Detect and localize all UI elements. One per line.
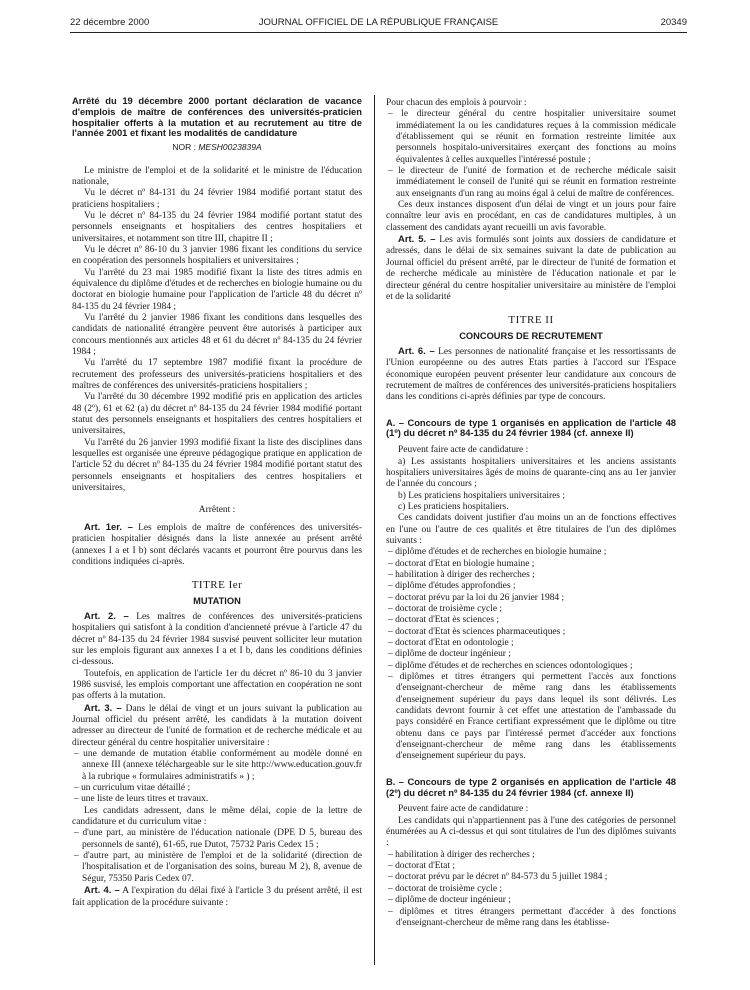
diploma-list-a xyxy=(386,547,676,763)
titre-2-subheading: CONCOURS DE RECRUTEMENT xyxy=(459,330,603,341)
article-2 xyxy=(72,611,362,669)
header-rule xyxy=(70,32,687,33)
header-page-number: 20349 xyxy=(660,17,687,28)
list-item: – doctorat prévu par le décret nº 84-573 du 5 juillet 1984 ; xyxy=(386,872,676,883)
list-item: – diplôme de docteur ingénieur ; xyxy=(386,895,676,906)
titre-1-heading: TITRE Ier xyxy=(191,579,243,592)
list-item: – doctorat d'Etat ès sciences ; xyxy=(386,615,676,626)
section-a-item: a) Les assistants hospitaliers universitaires et les anciens assistants hospitaliers universitaires âgés de moins de quarante-cinq ans au 1er janvier de l'année du concours ; xyxy=(386,456,676,490)
article-6-text: Les personnes de nationalité française et les ressortissants de l'Union européenne ou des autres Etats parties à l'accord sur l'Espace économique européen peuvent présenter leur candidature aux concours de recrutement de maîtres de conférences des universités-praticiens hospitaliers dans les conditions ci-après définies par type de concours. xyxy=(386,346,676,403)
procedure-intro: Pour chacun des emplois à pourvoir : xyxy=(386,98,527,108)
list-item: – doctorat prévu par la loi du 26 janvier 1984 ; xyxy=(386,593,676,604)
article-2-text: Les maîtres de conférences des universités-praticiens hospitaliers qui satisfont à la condition d'ancienneté prévue à l'article 47 du décret nº 84-135 du 24 février 1984 susvisé peuvent solliciter leur mutation sur les emplois figurant aux annexes I a et I b, dans les conditions définies ci-dessous. xyxy=(72,611,363,668)
intro-paragraph: Vu l'arrêté du 30 décembre 1992 modifié pris en application des articles 48 (2º), 61 et 62 (a) du décret nº 84-135 du 24 février 1984 modifié portant statut des personnels enseignants et hospitaliers des centres hospitaliers et universitaires, xyxy=(72,392,362,437)
list-item: – diplômes et titres étrangers permettant d'accéder à des fonctions d'enseignant-chercheur de même rang dans les établisse- xyxy=(386,907,676,930)
article-1 xyxy=(72,522,362,568)
decree-title: Arrêté du 19 décembre 2000 portant déclaration de vacance d'emplois de maître de conférences des universités-praticien hospitalier offerts à la mutation et au recrutement au titre de l'année 2001 et fixant les modalités de candidature xyxy=(72,95,362,139)
section-a-item: b) Les praticiens hospitaliers universitaires ; xyxy=(398,490,565,501)
section-a-heading: A. – Concours de type 1 organisés en application de l'article 48 (1º) du décret nº 84-135 du 24 février 1984 (cf. annexe II) xyxy=(386,416,676,439)
article-3-list xyxy=(72,749,362,806)
nor-code: MESH0023839A xyxy=(198,142,262,153)
list-item: – le directeur de l'unité de formation et de recherche médicale saisit immédiatement le conseil de l'unité qui se réunit en formation restreinte aux enseignants d'un rang au moins égal à celui de maître de conférences. xyxy=(386,166,676,200)
list-item: – d'autre part, au ministère de l'emploi et de la solidarité (direction de l'hospitalisation et de l'organisation des soins, bureau M 2), 8, avenue de Ségur, 75350 Paris Cedex 07. xyxy=(72,851,362,885)
list-item: – diplôme d'études approfondies ; xyxy=(386,581,676,592)
diploma-list-b xyxy=(386,850,676,929)
article-3-text: Dans le délai de vingt et un jours suivant la publication au Journal officiel du présent arrêté, les candidats à la mutation doivent adresser au directeur de l'unité de formation et de recherche médicale et au directeur général du centre hospitalier universitaire : xyxy=(72,703,362,748)
section-b-paragraph: Les candidats qui n'appartiennent pas à l'une des catégories de personnel énumérées au A ci-dessus et qui sont titulaires de l'un des diplômes suivants : xyxy=(386,815,676,849)
list-item: – un curriculum vitae détaillé ; xyxy=(72,783,362,794)
nor-reference xyxy=(72,142,362,153)
list-item: – diplôme de docteur ingénieur ; xyxy=(386,649,676,660)
article-2-paragraph: Toutefois, en application de l'article 1er du décret nº 86-10 du 3 janvier 1986 susvisé, les emplois comportant une affectation en coopération ne sont pas offerts à la mutation. xyxy=(72,668,362,702)
intro-paragraph: Vu l'arrêté du 23 mai 1985 modifié fixant la liste des titres admis en équivalence du diplôme d'études et de recherches en biologie humaine ou du doctorat en biologie humaine pour l'application de l'article 48 du décret nº 84-135 du 24 février 1984 ; xyxy=(72,267,362,312)
article-6-label: Art. 6. – xyxy=(398,345,435,357)
article-3-address-list xyxy=(72,828,362,885)
intro-paragraph: Vu l'arrêté du 26 janvier 1993 modifié fixant la liste des disciplines dans lesquelles est organisée une épreuve pédagogique pratique en application de l'article 52 du décret nº 84-135 du 24 février 1984 modifié portant statut des personnels enseignants et hospitaliers des centres hospitaliers et universitaires, xyxy=(72,437,362,494)
intro-paragraph: Vu l'arrêté du 2 janvier 1986 fixant les conditions dans lesquelles des candidats de nationalité étrangère peuvent être autorisés à participer aux concours mentionnés aux articles 48 et 61 du décret nº 84-135 du 24 février 1984 ; xyxy=(72,313,362,358)
list-item: – diplôme d'études et de recherches en biologie humaine ; xyxy=(386,547,676,558)
article-3 xyxy=(72,703,362,749)
article-2-label: Art. 2. – xyxy=(84,610,129,622)
titre-1-subheading: MUTATION xyxy=(193,595,241,606)
article-6 xyxy=(386,346,676,404)
intro-paragraph: Vu le décret nº 84-135 du 24 février 1984 modifié portant statut des personnels enseignants et hospitaliers des centres hospitaliers et universitaires, et notamment son titre III, chapitre II ; xyxy=(72,210,362,244)
list-item: – doctorat d'Etat ès sciences pharmaceutiques ; xyxy=(386,627,676,638)
list-item: – une demande de mutation établie conformément au modèle donné en annexe III (annexe téléchargeable sur le site http://www.education.gouv.fr à la rubrique « formulaires administratifs » ) ; xyxy=(72,749,362,783)
article-1-label: Art. 1er. – xyxy=(84,521,133,533)
article-5-label: Art. 5. – xyxy=(398,234,436,246)
list-item: – habilitation à diriger des recherches ; xyxy=(386,850,676,861)
header-journal: JOURNAL OFFICIEL DE LA RÉPUBLIQUE FRANÇAISE xyxy=(258,17,499,28)
list-item: – diplôme d'études et de recherches en sciences odontologiques ; xyxy=(386,661,676,672)
article-4 xyxy=(72,885,362,909)
procedure-list xyxy=(386,109,676,200)
left-column xyxy=(72,96,362,909)
section-b-heading: B. – Concours de type 2 organisés en application de l'article 48 (2º) du décret nº 84-135 du 24 février 1984 (cf. annexe II) xyxy=(386,775,676,798)
list-item: – le directeur général du centre hospitalier universitaire soumet immédiatement la ou les candidatures reçues à la commission médicale d'établissement qui se réunit en formation restreinte limitée aux personnels hospitalo-universitaires exerçant des fonctions au moins équivalentes à celles auxquelles l'intéressé postule ; xyxy=(386,109,676,166)
nor-label: NOR : xyxy=(172,142,196,153)
page-header xyxy=(70,17,687,31)
list-item: – doctorat d'Etat en odontologie ; xyxy=(386,638,676,649)
intro-paragraph: Le ministre de l'emploi et de la solidarité et le ministre de l'éducation nationale, xyxy=(72,165,362,187)
intro-paragraph: Vu l'arrêté du 17 septembre 1987 modifié fixant la procédure de recrutement des professeurs des universités-praticiens hospitaliers et des maîtres de conférences des universités-praticiens hospitaliers ; xyxy=(72,358,362,392)
header-date: 22 décembre 2000 xyxy=(70,17,150,28)
article-5 xyxy=(386,234,676,303)
article-4-text: A l'expiration du délai fixé à l'article 3 du présent arrêté, il est fait application de la procédure suivante : xyxy=(72,886,362,908)
list-item: – une liste de leurs titres et travaux. xyxy=(72,794,362,805)
list-item: – doctorat de troisième cycle ; xyxy=(386,604,676,615)
intro-paragraph: Vu le décret nº 84-131 du 24 février 1984 modifié portant statut des praticiens hospitaliers ; xyxy=(72,188,362,210)
procedure-paragraph: Ces deux instances disposent d'un délai de vingt et un jours pour faire connaître leur avis en procédant, en cas de candidatures multiples, à un classement des candidats ayant recueilli un avis favorable. xyxy=(386,200,676,233)
section-b-intro: Peuvent faire acte de candidature : xyxy=(398,804,529,815)
list-item: – d'une part, au ministère de l'éducation nationale (DPE D 5, bureau des personnels de santé), 61-65, rue Dutot, 75732 Paris Cedex 15 ; xyxy=(72,828,362,851)
list-item: – diplômes et titres étrangers qui permettent l'accès aux fonctions d'enseignant-chercheur de même rang dans les établissements d'enseignement supérieur du pays dans lequel ils sont délivrés. Les candidats devront fournir à cet effet une attestation de l'ambassade du pays considéré en France certifiant expressément que le diplôme ou titre obtenu dans ce pays par l'intéressé permet d'accéder aux fonctions d'enseignant-chercheur de même rang dans les établissements d'enseignement supérieur du pays. xyxy=(386,672,676,763)
section-a-intro: Peuvent faire acte de candidature : xyxy=(398,445,529,456)
column-divider xyxy=(374,95,375,965)
list-item: – doctorat de troisième cycle ; xyxy=(386,884,676,895)
article-3-paragraph: Les candidats adressent, dans le même délai, copie de la lettre de candidature et du curriculum vitae : xyxy=(72,805,362,828)
section-a-paragraph: Ces candidats doivent justifier d'au moins un an de fonctions effectives en l'une ou l'autre de ces qualités et être titulaires de l'un des diplômes suivants : xyxy=(386,513,676,546)
intro-paragraph: Vu le décret nº 86-10 du 3 janvier 1986 fixant les conditions du service en coopération des personnels hospitaliers et universitaires ; xyxy=(72,244,362,267)
article-3-label: Art. 3. – xyxy=(84,702,122,714)
article-1-text: Les emplois de maître de conférences des universités-praticien hospitalier désignés dans la liste annexée au présent arrêté (annexes I a et I b) sont déclarés vacants et pourront être pourvus dans les conditions indiquées ci-après. xyxy=(72,522,362,567)
list-item: – doctorat d'Etat en biologie humaine ; xyxy=(386,559,676,570)
titre-2-heading: TITRE II xyxy=(508,314,554,327)
arretent: Arrêtent : xyxy=(198,504,236,515)
list-item: – habilitation à diriger des recherches ; xyxy=(386,570,676,581)
intro-block xyxy=(72,166,362,495)
section-a-item: c) Les praticiens hospitaliers. xyxy=(398,501,509,512)
list-item: – doctorat d'Etat ; xyxy=(386,861,676,872)
article-5-text: Les avis formulés sont joints aux dossiers de candidature et adressés, dans le délai de six semaines suivant la date de publication au Journal officiel du présent arrêté, par le directeur de l'unité de formation et de recherche médicale au ministère de l'éducation nationale et par le directeur général du centre hospitalier universitaire au ministère de l'emploi et de la solidarité xyxy=(386,235,677,302)
article-4-label: Art. 4. – xyxy=(84,885,120,897)
right-column xyxy=(386,98,676,929)
